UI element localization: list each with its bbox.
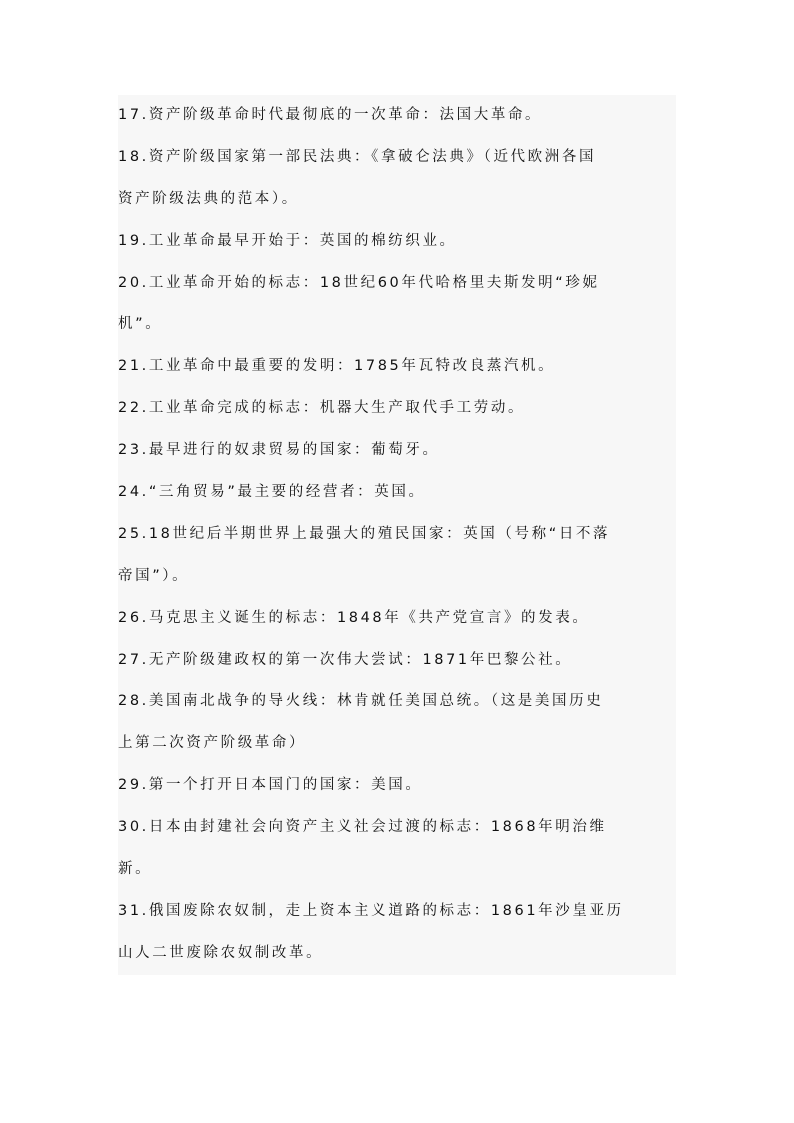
text-line: 24.“三角贸易”最主要的经营者：英国。 — [118, 484, 426, 501]
text-line: 山人二世废除农奴制改革。 — [118, 944, 324, 961]
text-line: 帝国”）。 — [118, 567, 190, 584]
text-line: 上第二次资产阶级革命） — [118, 735, 307, 752]
text-line: 资产阶级法典的范本）。 — [118, 190, 299, 207]
text-line: 25.18世纪后半期世界上最强大的殖民国家：英国（号称“日不落 — [118, 525, 611, 542]
text-line: 28.美国南北战争的导火线：林肯就任美国总统。（这是美国历史 — [118, 693, 604, 710]
text-line: 19.工业革命最早开始于：英国的棉纺织业。 — [118, 232, 457, 249]
text-line: 18.资产阶级国家第一部民法典：《拿破仑法典》（近代欧洲各国 — [118, 148, 597, 165]
text-line: 17.资产阶级革命时代最彻底的一次革命：法国大革命。 — [118, 107, 543, 123]
text-line: 29.第一个打开日本国门的国家：美国。 — [118, 777, 423, 794]
text-block — [118, 95, 676, 975]
text-line: 22.工业革命完成的标志：机器大生产取代手工劳动。 — [118, 400, 526, 417]
text-line: 31.俄国废除农奴制，走上资本主义道路的标志：1861年沙皇亚历 — [118, 902, 624, 919]
text-line: 机”。 — [118, 316, 163, 333]
text-line: 26.马克思主义诞生的标志：1848年《共产党宣言》的发表。 — [118, 609, 590, 626]
text-line: 30.日本由封建社会向资产主义社会过渡的标志：1868年明治维 — [118, 819, 607, 836]
text-line: 27.无产阶级建政权的第一次伟大尝试：1871年巴黎公社。 — [118, 651, 573, 668]
text-line: 21.工业革命中最重要的发明：1785年瓦特改良蒸汽机。 — [118, 358, 556, 375]
text-line: 新。 — [118, 861, 153, 878]
text-line: 20.工业革命开始的标志：18世纪60年代哈格里夫斯发明“珍妮 — [118, 274, 600, 291]
text-line: 23.最早进行的奴隶贸易的国家：葡萄牙。 — [118, 442, 440, 459]
